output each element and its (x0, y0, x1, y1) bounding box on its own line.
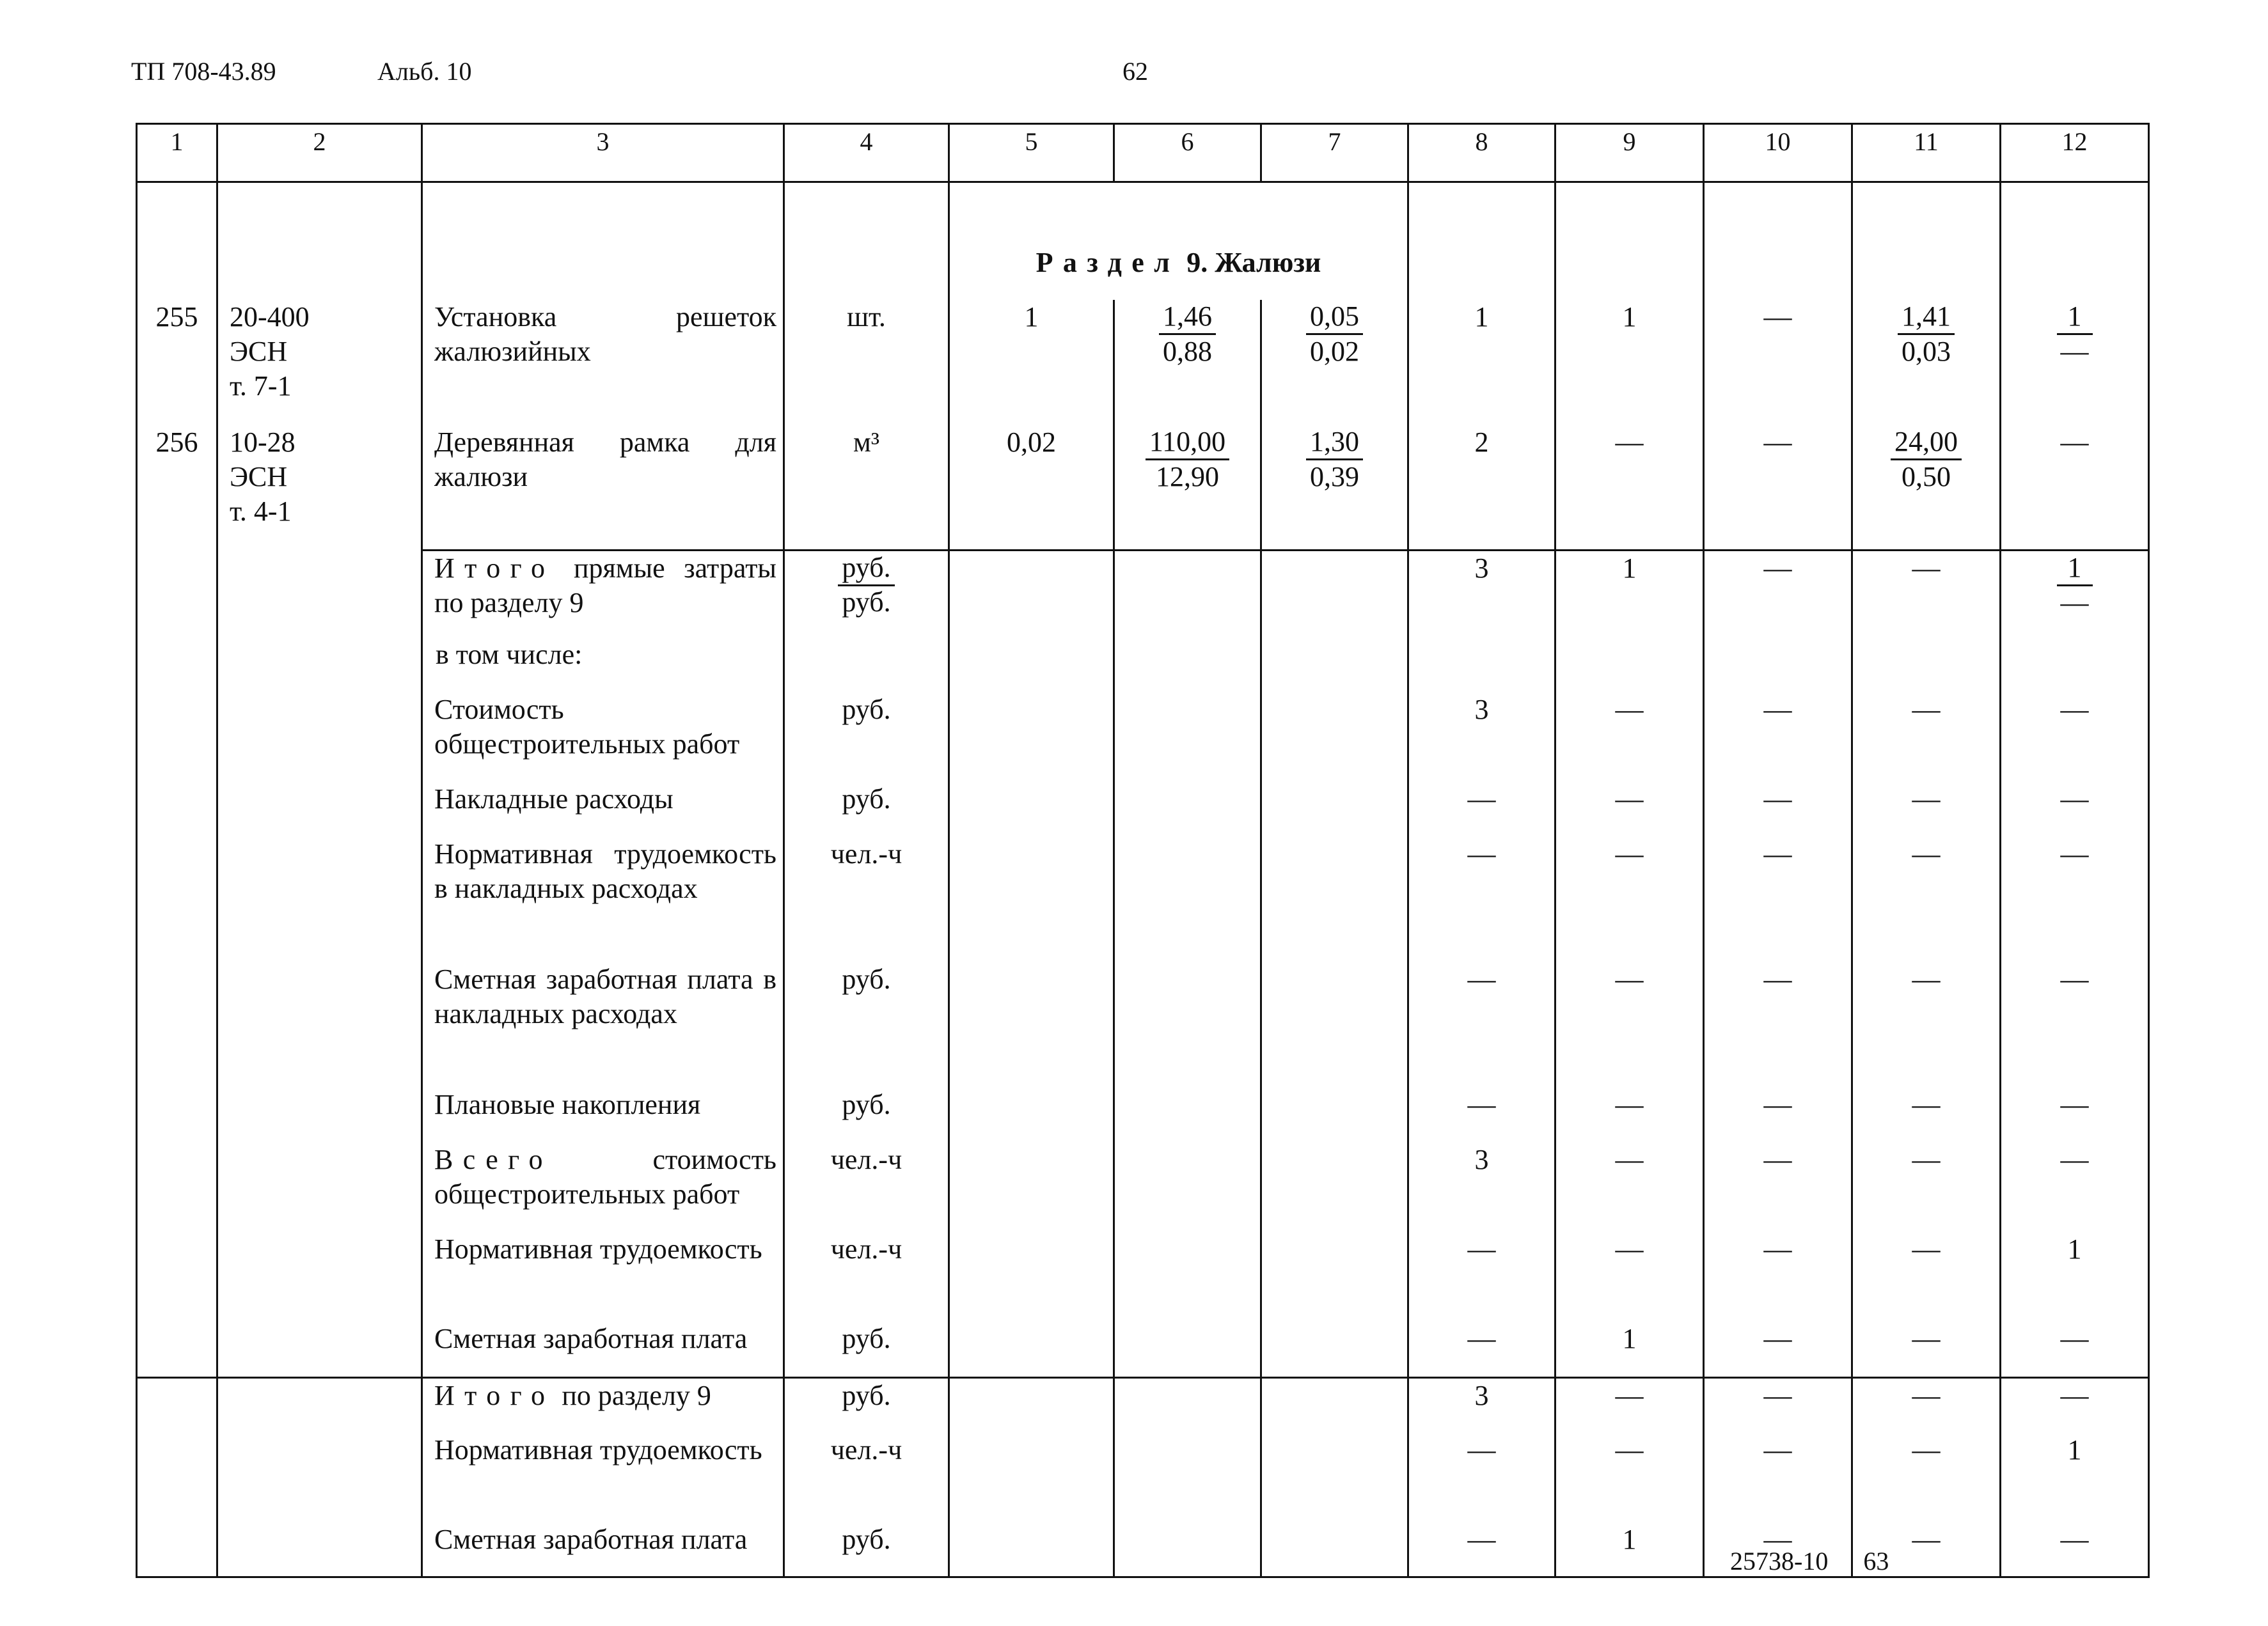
cell-value: — (1615, 963, 1644, 995)
summary-item-label: Нормативная трудоемкость в накладных расходах (434, 838, 776, 904)
cell-value: — (1615, 1143, 1644, 1175)
table-row (137, 1433, 2149, 1522)
cell-value: 1 (2067, 1233, 2082, 1265)
norm-code: 10-28 (230, 426, 295, 458)
summary-item-label: Сметная заработная плата (434, 1322, 748, 1354)
cell-value: — (1467, 963, 1496, 995)
unit: руб. (842, 1322, 891, 1354)
cell-value: — (1763, 838, 1792, 870)
column-header: 5 (949, 124, 1114, 182)
table-row (137, 551, 2149, 637)
summary-item-label: Сметная заработная плата в накладных расходах (434, 963, 776, 1029)
section-title: Раздел 9. Жалюзи (949, 182, 1408, 300)
cell-value: — (1763, 1233, 1792, 1265)
unit: руб. (842, 1380, 891, 1411)
unit: руб. (842, 1523, 891, 1555)
fraction-value: $\frac{1}{—}$ (2057, 551, 2093, 620)
cell-value: — (2060, 838, 2089, 870)
cell-value: — (1615, 426, 1644, 458)
unit: руб. (842, 1088, 891, 1120)
cell-value: — (2060, 426, 2089, 458)
document-code: ТП 708-43.89 (131, 57, 276, 86)
cell-value: 1 (1622, 1523, 1637, 1555)
cell-value: — (1615, 1088, 1644, 1120)
table-row (137, 1088, 2149, 1143)
cell-value: 1 (1622, 552, 1637, 584)
cell-value: — (1615, 1434, 1644, 1466)
cell-value: — (1467, 783, 1496, 815)
cell-value: 0,02 (1007, 426, 1056, 458)
column-header: 9 (1555, 124, 1704, 182)
cell-value: — (1912, 552, 1941, 584)
summary-item-label: Сметная заработная плата (434, 1523, 748, 1555)
cell-value: 3 (1474, 693, 1489, 725)
fraction-value: $\frac{110,00}{12,90}$ (1146, 425, 1229, 494)
column-header: 3 (422, 124, 784, 182)
cell-value: — (1912, 1380, 1941, 1411)
norm-code: ЭСН (230, 335, 288, 367)
cell-value: — (1615, 783, 1644, 815)
cell-value: — (2060, 1380, 2089, 1411)
column-header: 8 (1408, 124, 1555, 182)
work-description: Установка решеток жалюзийных (434, 301, 776, 367)
cell-value: — (2060, 1523, 2089, 1555)
cell-value: — (1467, 1233, 1496, 1265)
cell-value: — (2060, 1088, 2089, 1120)
table-row (137, 782, 2149, 837)
cell-value: — (1467, 1088, 1496, 1120)
cell-value: — (1912, 1088, 1941, 1120)
table-row (137, 300, 2149, 425)
unit: чел.-ч (830, 1233, 902, 1265)
cell-value: — (1763, 1523, 1792, 1555)
table-row (137, 1232, 2149, 1322)
cell-value: 3 (1474, 1380, 1489, 1411)
fraction-value: $\frac{1}{—}$ (2057, 300, 2093, 368)
cell-value: 2 (1474, 426, 1489, 458)
cell-value: — (1763, 552, 1792, 584)
cell-value: — (1615, 1233, 1644, 1265)
cell-value: — (1763, 1322, 1792, 1354)
cell-value: — (1912, 1233, 1941, 1265)
table-row (137, 1322, 2149, 1378)
column-header: 12 (2001, 124, 2149, 182)
position-number: 256 (155, 426, 198, 458)
cell-value: — (2060, 1322, 2089, 1354)
cell-value: — (1912, 1143, 1941, 1175)
in-total-label: в том числе: (436, 638, 583, 670)
page-number: 62 (1122, 57, 1148, 86)
estimate-table (136, 123, 2150, 1578)
cell-value: — (1912, 1322, 1941, 1354)
cell-value: — (1763, 426, 1792, 458)
cell-value: — (1763, 301, 1792, 332)
cell-value: — (1912, 783, 1941, 815)
cell-value: — (1912, 1434, 1941, 1466)
cell-value: 1 (1622, 1322, 1637, 1354)
cell-value: — (1615, 1380, 1644, 1411)
summary-item-label: Нормативная трудоемкость (434, 1233, 762, 1265)
album-number: Альб. 10 (377, 57, 472, 86)
norm-code: 20-400 (230, 301, 310, 332)
cell-value: 1 (1024, 301, 1039, 332)
cell-value: 3 (1474, 1143, 1489, 1175)
cell-value: — (1763, 783, 1792, 815)
summary-item-label: Стоимость общестроительных работ (434, 693, 740, 760)
cell-value: — (1763, 1088, 1792, 1120)
footer-code: 25738-10 (1730, 1547, 1829, 1575)
unit: $\frac{\text{руб.}}{\text{руб.}}$ (784, 551, 949, 637)
summary-item-label: Накладные расходы (434, 783, 673, 815)
cell-value: — (1763, 963, 1792, 995)
cell-value: — (1763, 1380, 1792, 1411)
table-row (137, 182, 2149, 300)
column-header: 1 (137, 124, 217, 182)
table-row (137, 692, 2149, 782)
cell-value: — (1912, 963, 1941, 995)
norm-code: ЭСН (230, 460, 288, 492)
cell-value: — (1467, 838, 1496, 870)
cell-value: — (1912, 1523, 1941, 1555)
fraction-value: $\frac{24,00}{0,50}$ (1891, 425, 1962, 494)
cell-value: — (1615, 693, 1644, 725)
position-number: 255 (155, 301, 198, 332)
norm-code: т. 4-1 (230, 495, 292, 527)
cell-value: — (2060, 963, 2089, 995)
unit: руб. (842, 783, 891, 815)
table-row (137, 637, 2149, 692)
cell-value: — (1912, 693, 1941, 725)
cell-value: — (1763, 1143, 1792, 1175)
cell-value: — (1467, 1322, 1496, 1354)
cell-value: 1 (1474, 301, 1489, 332)
unit: шт. (847, 301, 886, 332)
table-row: Итого по разделу 9 руб. 3 — — — — (137, 1378, 2149, 1433)
fraction-value: $\frac{1,46}{0,88}$ (1159, 300, 1216, 368)
work-description: Деревянная рамка для жалюзи (434, 426, 776, 492)
column-header: 6 (1114, 124, 1261, 182)
column-number-header (137, 124, 2149, 182)
table-row (137, 837, 2149, 962)
cell-value: — (1912, 838, 1941, 870)
cell-value: — (1467, 1434, 1496, 1466)
summary-item-label: Нормативная трудоемкость (434, 1434, 762, 1466)
footer-page-number: 63 (1863, 1547, 1889, 1575)
fraction-value: $\frac{1,30}{0,39}$ (1306, 425, 1363, 494)
fraction-value: $\frac{1,41}{0,03}$ (1898, 300, 1955, 368)
table-row (137, 425, 2149, 551)
cell-value: 3 (1474, 552, 1489, 584)
unit: руб. (842, 693, 891, 725)
norm-code: т. 7-1 (230, 370, 292, 402)
unit: чел.-ч (830, 838, 902, 870)
cell-value: — (1763, 1434, 1792, 1466)
cell-value: — (2060, 783, 2089, 815)
cell-value: 1 (2067, 1434, 2082, 1466)
cell-value: — (1763, 693, 1792, 725)
cell-value: — (2060, 693, 2089, 725)
column-header: 7 (1261, 124, 1408, 182)
unit: руб. (842, 963, 891, 995)
column-header: 10 (1704, 124, 1852, 182)
column-header: 11 (1852, 124, 2001, 182)
unit: м³ (853, 426, 880, 458)
unit: чел.-ч (830, 1143, 902, 1175)
column-header: 2 (217, 124, 422, 182)
cell-value: — (2060, 1143, 2089, 1175)
fraction-value: $\frac{0,05}{0,02}$ (1306, 300, 1363, 368)
table-row: Всего стоимость общестроительных работ чел.-ч 3 — — — — (137, 1143, 2149, 1232)
footer (1730, 1546, 1889, 1576)
table-row (137, 962, 2149, 1088)
summary-item-label: Плановые накопления (434, 1088, 701, 1120)
column-header: 4 (784, 124, 949, 182)
cell-value: — (1615, 838, 1644, 870)
cell-value: 1 (1622, 301, 1637, 332)
summary-label: Итого прямые затраты по разделу 9 (422, 551, 784, 637)
cell-value: — (1467, 1523, 1496, 1555)
unit: чел.-ч (830, 1434, 902, 1466)
